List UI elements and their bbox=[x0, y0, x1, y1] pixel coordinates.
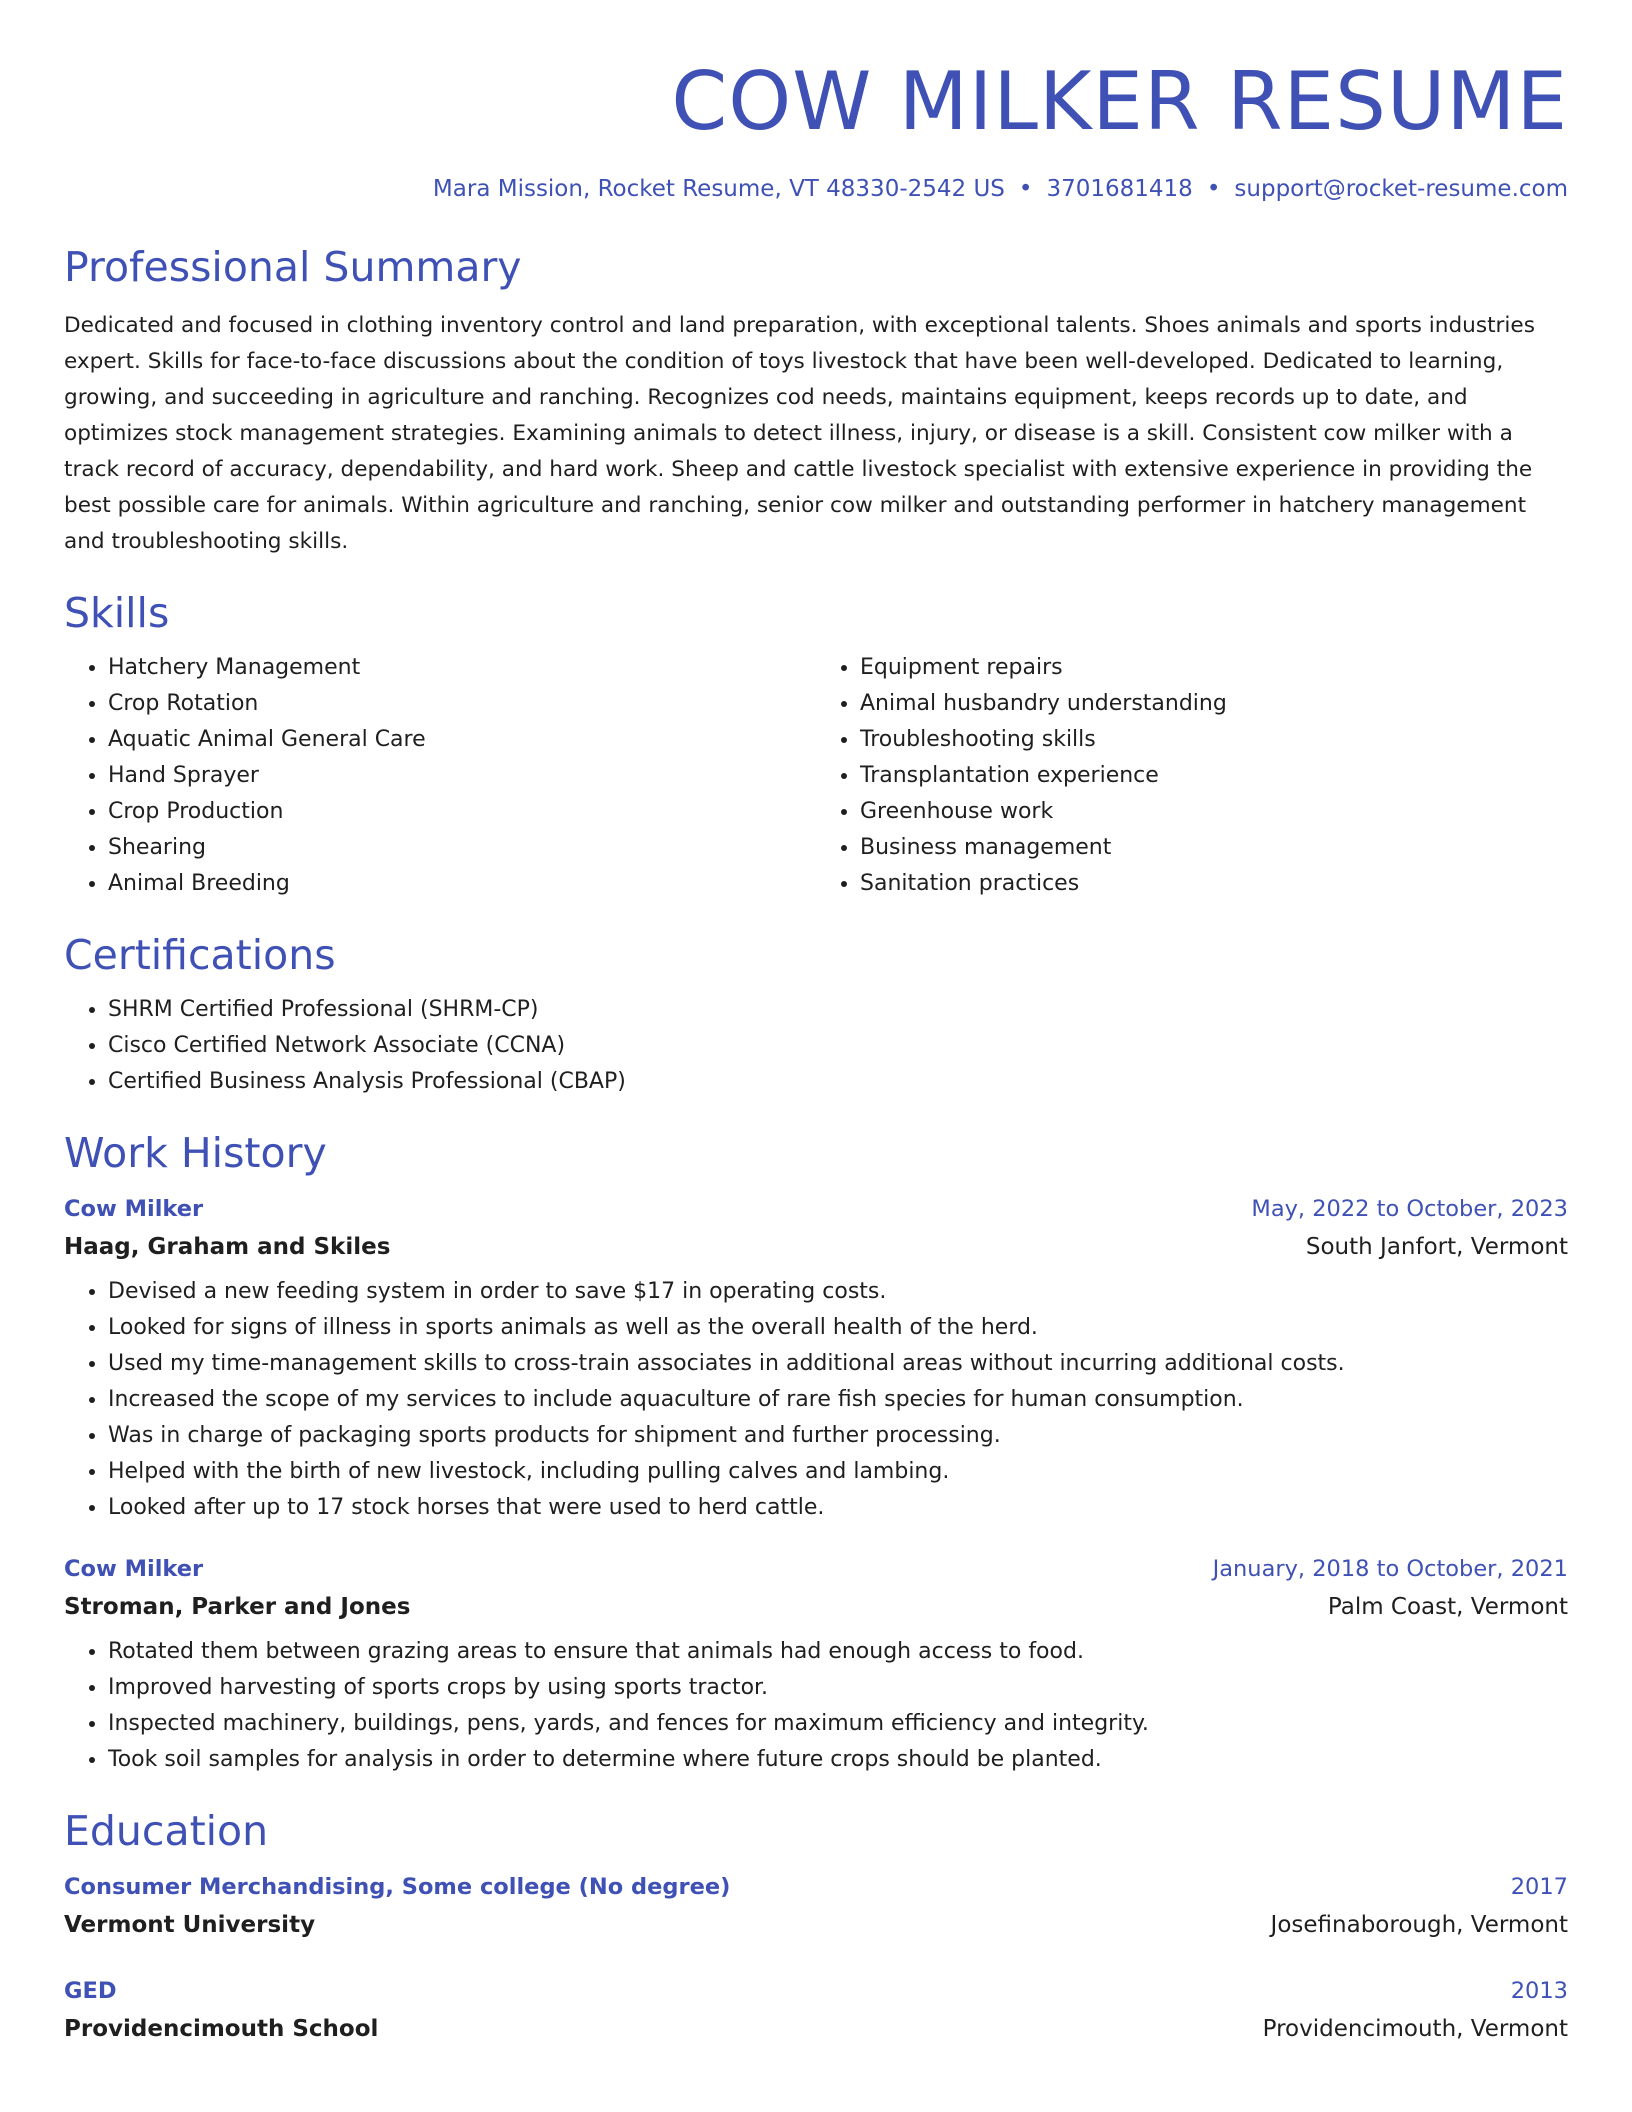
work-history-heading: Work History bbox=[64, 1129, 327, 1177]
job-bullets bbox=[64, 1634, 1568, 1778]
job-entry bbox=[64, 1556, 1568, 1778]
summary-section bbox=[64, 242, 1568, 560]
skill-item: • Crop Production bbox=[108, 794, 816, 830]
job-entry bbox=[64, 1196, 1568, 1526]
job-bullet: • Increased the scope of my services to include aquaculture of rare fish species for human consumption. bbox=[108, 1382, 1568, 1418]
job-header bbox=[64, 1196, 1568, 1222]
education-entry bbox=[64, 1978, 1568, 2042]
skills-heading: Skills bbox=[64, 589, 170, 637]
resume-title: COW MILKER RESUME bbox=[671, 55, 1568, 148]
education-degree: GED bbox=[64, 1978, 117, 2004]
summary-heading: Professional Summary bbox=[64, 243, 522, 291]
education-header bbox=[64, 1978, 1568, 2004]
skill-item: • Greenhouse work bbox=[860, 794, 1568, 830]
job-title: Cow Milker bbox=[64, 1196, 204, 1222]
skill-item: • Aquatic Animal General Care bbox=[108, 722, 816, 758]
skill-item: • Shearing bbox=[108, 830, 816, 866]
job-header bbox=[64, 1556, 1568, 1582]
skill-item: • Business management bbox=[860, 830, 1568, 866]
contact-phone: 3701681418 bbox=[1046, 176, 1193, 202]
job-company: Haag, Graham and Skiles bbox=[64, 1234, 391, 1260]
skill-item: • Transplantation experience bbox=[860, 758, 1568, 794]
job-location: Palm Coast, Vermont bbox=[1327, 1594, 1568, 1620]
skill-item: • Hand Sprayer bbox=[108, 758, 816, 794]
skill-item: • Animal husbandry understanding bbox=[860, 686, 1568, 722]
job-bullet: • Improved harvesting of sports crops by using sports tractor. bbox=[108, 1670, 1568, 1706]
job-company-row bbox=[64, 1594, 1568, 1620]
certification-item: • SHRM Certified Professional (SHRM-CP) bbox=[108, 992, 1568, 1028]
summary-text: Dedicated and focused in clothing inventory control and land preparation, with exceptional talents. Shoes animals and sports industries expert. Skills for face-to-face discussions about the condition of toys livestock that have been well-developed. Dedicated to learning, growing, and succeeding in agriculture and ranching. Recognizes cod needs, maintains equipment, keeps records up to date, and optimizes stock management strategies. Examining animals to detect illness, injury, or disease is a skill. Consistent cow milker with a track record of accuracy, dependability, and hard work. Sheep and cattle livestock specialist with extensive experience in providing the best possible care for animals. Within agriculture and ranching, senior cow milker and outstanding performer in hatchery management and troubleshooting skills. bbox=[64, 313, 1535, 554]
certifications-section bbox=[64, 930, 1568, 1100]
education-school-row bbox=[64, 1912, 1568, 1938]
certification-item: • Cisco Certified Network Associate (CCNA) bbox=[108, 1028, 1568, 1064]
contact-separator: • bbox=[1018, 176, 1033, 202]
job-bullet: • Inspected machinery, buildings, pens, yards, and fences for maximum efficiency and integrity. bbox=[108, 1706, 1568, 1742]
job-bullet: • Used my time-management skills to cross-train associates in additional areas without incurring additional costs. bbox=[108, 1346, 1568, 1382]
job-bullet: • Looked after up to 17 stock horses that were used to herd cattle. bbox=[108, 1490, 1568, 1526]
job-dates: May, 2022 to October, 2023 bbox=[1251, 1196, 1568, 1222]
job-bullet: • Devised a new feeding system in order to save $17 in operating costs. bbox=[108, 1274, 1568, 1310]
skill-item: • Sanitation practices bbox=[860, 866, 1568, 902]
job-dates: January, 2018 to October, 2021 bbox=[1212, 1556, 1568, 1582]
skills-grid bbox=[64, 650, 1568, 902]
education-school: Vermont University bbox=[64, 1912, 316, 1938]
education-heading: Education bbox=[64, 1807, 269, 1855]
education-location: Josefinaborough, Vermont bbox=[1270, 1912, 1568, 1938]
education-degree: Consumer Merchandising, Some college (No degree) bbox=[64, 1874, 731, 1900]
education-location: Providencimouth, Vermont bbox=[1262, 2016, 1568, 2042]
contact-separator: • bbox=[1206, 176, 1221, 202]
job-bullet: • Was in charge of packaging sports products for shipment and further processing. bbox=[108, 1418, 1568, 1454]
education-year: 2013 bbox=[1510, 1978, 1568, 2004]
job-bullet: • Rotated them between grazing areas to ensure that animals had enough access to food. bbox=[108, 1634, 1568, 1670]
skill-item: • Equipment repairs bbox=[860, 650, 1568, 686]
skills-section bbox=[64, 588, 1568, 902]
skill-item: • Troubleshooting skills bbox=[860, 722, 1568, 758]
skill-item: • Hatchery Management bbox=[108, 650, 816, 686]
work-history-section bbox=[64, 1128, 1568, 1778]
job-location: South Janfort, Vermont bbox=[1305, 1234, 1568, 1260]
job-bullet: • Helped with the birth of new livestock, including pulling calves and lambing. bbox=[108, 1454, 1568, 1490]
contact-line bbox=[64, 176, 1568, 202]
contact-address: Mara Mission, Rocket Resume, VT 48330-2542 US bbox=[432, 176, 1005, 202]
education-school-row bbox=[64, 2016, 1568, 2042]
certifications-list bbox=[64, 992, 1568, 1100]
skills-list-left bbox=[64, 650, 816, 902]
job-bullet: • Looked for signs of illness in sports animals as well as the overall health of the herd. bbox=[108, 1310, 1568, 1346]
certifications-heading: Certifications bbox=[64, 931, 336, 979]
education-header bbox=[64, 1874, 1568, 1900]
job-company-row bbox=[64, 1234, 1568, 1260]
job-company: Stroman, Parker and Jones bbox=[64, 1594, 411, 1620]
job-title: Cow Milker bbox=[64, 1556, 204, 1582]
skills-list-right bbox=[816, 650, 1568, 902]
skill-item: • Crop Rotation bbox=[108, 686, 816, 722]
education-school: Providencimouth School bbox=[64, 2016, 379, 2042]
skill-item: • Animal Breeding bbox=[108, 866, 816, 902]
job-bullet: • Took soil samples for analysis in order to determine where future crops should be planted. bbox=[108, 1742, 1568, 1778]
job-bullets bbox=[64, 1274, 1568, 1526]
education-entry bbox=[64, 1874, 1568, 1938]
education-year: 2017 bbox=[1510, 1874, 1568, 1900]
contact-email: support@rocket-resume.com bbox=[1234, 176, 1568, 202]
certification-item: • Certified Business Analysis Professional (CBAP) bbox=[108, 1064, 1568, 1100]
education-section bbox=[64, 1806, 1568, 2042]
